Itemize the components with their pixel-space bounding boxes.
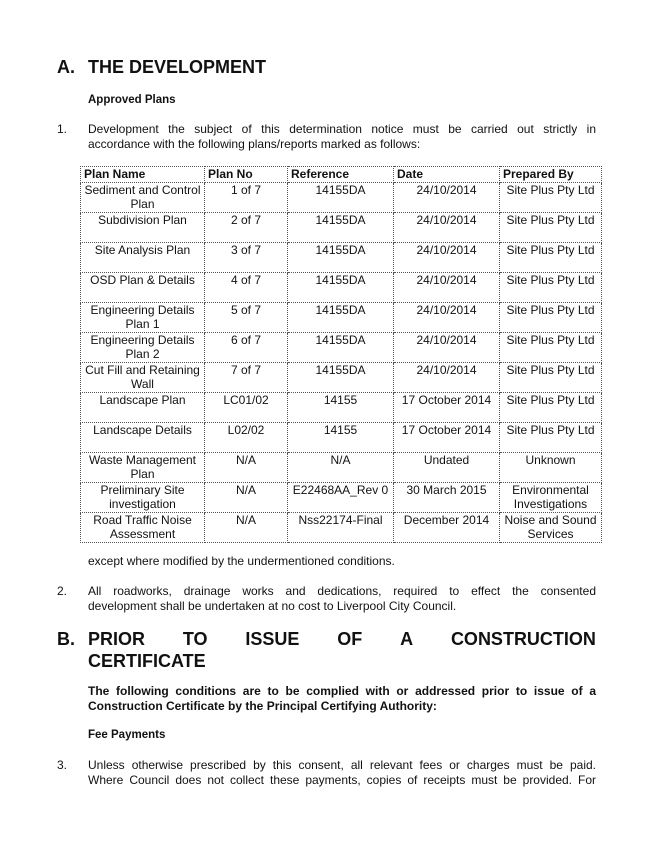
table-cell: Site Plus Pty Ltd [500, 302, 602, 332]
section-a-title: THE DEVELOPMENT [88, 57, 267, 77]
table-cell: 24/10/2014 [394, 242, 500, 272]
section-b-word: TO [182, 629, 208, 649]
table-cell: Landscape Plan [81, 392, 205, 422]
table-cell: Site Plus Pty Ltd [500, 392, 602, 422]
table-row [81, 272, 602, 302]
table-cell: Site Plus Pty Ltd [500, 242, 602, 272]
column-header: Reference [288, 167, 394, 183]
column-header: Prepared By [500, 167, 602, 183]
section-b-title-line2: CERTIFICATE [88, 651, 206, 671]
condition-3-line2: Where Council does not collect these payments, copies of receipts must be provided. For [88, 773, 596, 787]
condition-2-text [88, 584, 596, 614]
table-cell: N/A [205, 452, 288, 482]
table-row [81, 422, 602, 452]
table-cell: N/A [288, 452, 394, 482]
section-b-word: A [400, 629, 414, 649]
section-b-intro-line2: Construction Certificate by the Principal Certifying Authority: [88, 699, 437, 713]
table-row [81, 242, 602, 272]
table-cell: Site Analysis Plan [81, 242, 205, 272]
column-header: Date [394, 167, 500, 183]
table-cell: 14155 [288, 392, 394, 422]
table-cell: December 2014 [394, 512, 500, 542]
table-cell: 14155DA [288, 362, 394, 392]
table-row [81, 362, 602, 392]
table-cell: Engineering Details Plan 1 [81, 302, 205, 332]
table-row [81, 452, 602, 482]
table-cell: E22468AA_Rev 0 [288, 482, 394, 512]
section-b-word: PRIOR [88, 629, 146, 649]
table-cell: Site Plus Pty Ltd [500, 272, 602, 302]
table-cell: 24/10/2014 [394, 302, 500, 332]
table-cell: 14155DA [288, 332, 394, 362]
table-cell: 14155DA [288, 302, 394, 332]
table-cell: Cut Fill and Retaining Wall [81, 362, 205, 392]
condition-2-line1: All roadworks, drainage works and dedications, required to effect the consented [88, 584, 596, 598]
section-b-word: ISSUE [245, 629, 300, 649]
table-cell: Preliminary Site investigation [81, 482, 205, 512]
table-cell: 14155DA [288, 242, 394, 272]
condition-3-line1: Unless otherwise prescribed by this consent, all relevant fees or charges must be paid. [88, 758, 596, 772]
table-cell: Sediment and Control Plan [81, 182, 205, 212]
table-cell: 17 October 2014 [394, 392, 500, 422]
table-row [81, 512, 602, 542]
table-cell: Road Traffic Noise Assessment [81, 512, 205, 542]
table-cell: Waste Management Plan [81, 452, 205, 482]
table-cell: 7 of 7 [205, 362, 288, 392]
section-b-intro-line1: The following conditions are to be complied with or addressed prior to issue of a [88, 684, 596, 698]
section-b-title [88, 628, 596, 672]
table-cell: Site Plus Pty Ltd [500, 362, 602, 392]
table-cell: 4 of 7 [205, 272, 288, 302]
table-cell: 6 of 7 [205, 332, 288, 362]
table-cell: 5 of 7 [205, 302, 288, 332]
condition-2-number: 2. [57, 584, 68, 598]
table-cell: 24/10/2014 [394, 212, 500, 242]
table-row [81, 332, 602, 362]
table-cell: 24/10/2014 [394, 182, 500, 212]
table-cell: Undated [394, 452, 500, 482]
table-cell: 24/10/2014 [394, 362, 500, 392]
condition-2-line2: development shall be undertaken at no cost to Liverpool City Council. [88, 599, 457, 613]
section-b-letter: B. [57, 629, 75, 649]
table-cell: 14155 [288, 422, 394, 452]
table-cell: 14155DA [288, 212, 394, 242]
table-cell: OSD Plan & Details [81, 272, 205, 302]
table-cell: 30 March 2015 [394, 482, 500, 512]
except-text: except where modified by the undermentioned conditions. [88, 554, 395, 568]
table-row [81, 392, 602, 422]
table-row [81, 182, 602, 212]
column-header: Plan No [205, 167, 288, 183]
table-row [81, 302, 602, 332]
table-cell: 2 of 7 [205, 212, 288, 242]
approved-plans-table [80, 166, 602, 543]
table-cell: Nss22174-Final [288, 512, 394, 542]
table-cell: 1 of 7 [205, 182, 288, 212]
table-header-row [81, 167, 602, 183]
table-cell: 24/10/2014 [394, 272, 500, 302]
column-header: Plan Name [81, 167, 205, 183]
table-cell: 14155DA [288, 272, 394, 302]
table-body [81, 182, 602, 542]
condition-1-number: 1. [57, 122, 68, 136]
table-row [81, 482, 602, 512]
table-cell: N/A [205, 482, 288, 512]
table-cell: Noise and Sound Services [500, 512, 602, 542]
condition-1-line2: accordance with the following plans/reports marked as follows: [88, 137, 421, 151]
table-cell: Site Plus Pty Ltd [500, 182, 602, 212]
table-row [81, 212, 602, 242]
condition-3-text [88, 758, 596, 788]
table-cell: Engineering Details Plan 2 [81, 332, 205, 362]
approved-plans-heading: Approved Plans [88, 94, 176, 106]
table-cell: 3 of 7 [205, 242, 288, 272]
table-cell: N/A [205, 512, 288, 542]
fee-payments-heading: Fee Payments [88, 729, 166, 741]
table-cell: Landscape Details [81, 422, 205, 452]
table-cell: LC01/02 [205, 392, 288, 422]
table-cell: L02/02 [205, 422, 288, 452]
section-a-letter: A. [57, 57, 75, 77]
table-cell: Environmental Investigations [500, 482, 602, 512]
section-b-intro [88, 684, 596, 714]
table-cell: 24/10/2014 [394, 332, 500, 362]
table-cell: Site Plus Pty Ltd [500, 212, 602, 242]
section-b-word: OF [337, 629, 363, 649]
table-cell: Site Plus Pty Ltd [500, 422, 602, 452]
condition-3-number: 3. [57, 758, 68, 772]
condition-1-line1: Development the subject of this determination notice must be carried out strictly in [88, 122, 596, 136]
table-cell: 17 October 2014 [394, 422, 500, 452]
section-b-word: CONSTRUCTION [450, 629, 596, 649]
table-cell: Site Plus Pty Ltd [500, 332, 602, 362]
condition-1-text [88, 122, 596, 152]
table-cell: 14155DA [288, 182, 394, 212]
table-cell: Subdivision Plan [81, 212, 205, 242]
table-cell: Unknown [500, 452, 602, 482]
